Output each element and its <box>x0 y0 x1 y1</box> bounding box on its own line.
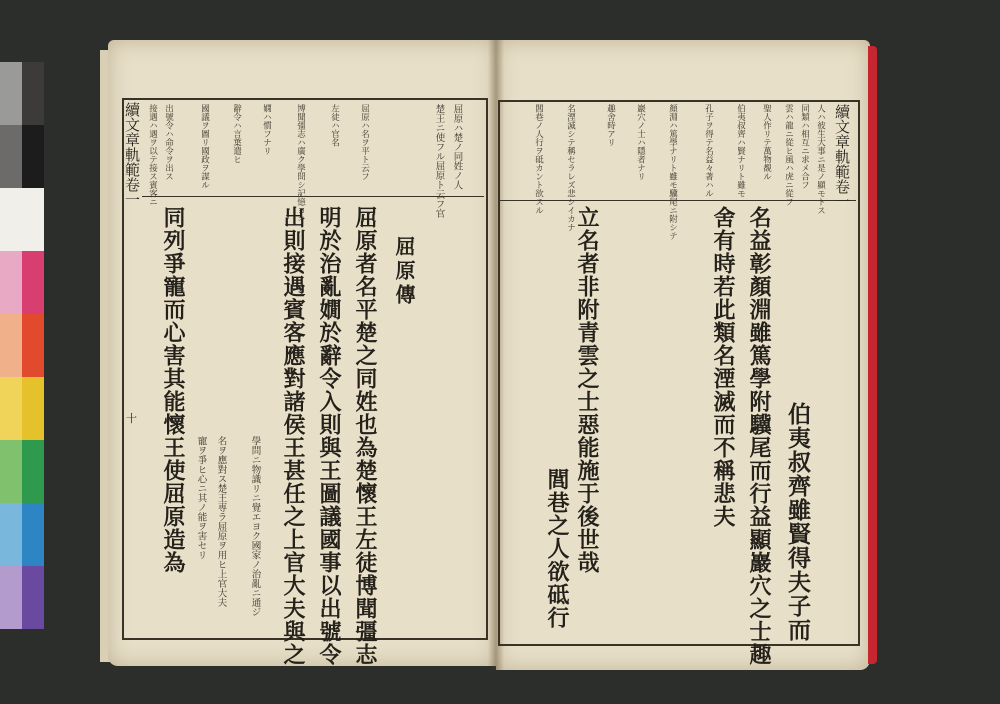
light-green-swatch <box>0 440 22 503</box>
right-main-column-3: 舍有時若此類名湮滅而不稱悲夫 <box>710 206 736 528</box>
left-header-rule <box>142 196 484 197</box>
left-section-title: 屈原傳 <box>392 236 416 308</box>
gray-swatch-dark <box>22 62 44 125</box>
yellow-swatch <box>22 377 44 440</box>
left-note-1: 楚王ニ使フル屈原ト云フ官 <box>433 104 445 218</box>
green-swatch <box>22 440 44 503</box>
black-swatch <box>22 125 44 188</box>
light-blue-swatch <box>0 503 22 566</box>
right-commentary-6: 孔子ヲ得テ名益々著ハル <box>703 104 714 198</box>
gray-swatch-light <box>0 62 22 125</box>
left-main-column-2: 明於治亂嫺於辭令入則與王圖議國事以出號令 <box>316 206 342 666</box>
blue-swatch <box>22 503 44 566</box>
left-note-4: 名ヲ應對ス楚王専ラ屈原ヲ用ヒ上官大夫 <box>215 436 227 607</box>
gray-swatch-mid <box>0 125 22 188</box>
right-main-column-5: 閭巷之人欲砥行 <box>544 468 570 629</box>
color-calibration-strip <box>0 62 44 630</box>
right-commentary-5: 伯夷叔齊ハ賢ナリト雖モ <box>735 104 746 198</box>
right-commentary-8: 巖穴ノ士ハ隱者ナリ <box>635 104 646 181</box>
white-swatch <box>0 188 44 251</box>
left-main-column-1: 屈原者名平楚之同姓也為楚懷王左徒博聞彊志 <box>352 206 378 666</box>
left-note-5: 寵ヲ爭ヒ心ニ其ノ能ヲ害セリ <box>195 436 207 560</box>
light-yellow-swatch <box>0 377 22 440</box>
left-commentary-2: 出號令ハ命令ヲ出ス <box>163 104 174 181</box>
lavender-swatch <box>0 566 22 629</box>
purple-swatch <box>22 566 44 629</box>
right-commentary-9: 趣舍時アリ <box>605 104 616 147</box>
magenta-swatch <box>22 251 44 314</box>
right-main-column-1: 伯夷叔齊雖賢得夫子而 <box>784 402 811 642</box>
left-running-title: 續文章軌範卷一 <box>123 102 141 207</box>
right-running-title: 續文章軌範卷一 <box>833 104 851 209</box>
left-commentary-5: 嫺ハ慣フナリ <box>261 104 272 155</box>
left-commentary-7: 左徒ハ官名 <box>329 104 340 147</box>
left-commentary-4: 辭令ハ言葉遣ヒ <box>231 104 242 164</box>
left-page-number: 十 <box>126 412 137 425</box>
right-commentary-4: 聖人作リテ萬物覩ル <box>761 104 772 181</box>
right-commentary-3: 雲ハ龍ニ從ヒ風ハ虎ニ從フ <box>783 104 794 206</box>
right-commentary-2: 同類ハ相互ニ求メ合フ <box>799 104 810 189</box>
right-commentary-1: 人ハ彼生大事ニ是ノ顯モトス <box>815 104 826 215</box>
left-commentary-1: 接遇ハ遇ヲ以テ接ス賓客ニ <box>147 104 158 206</box>
red-page-edge <box>868 46 877 664</box>
pink-swatch <box>0 251 22 314</box>
right-commentary-7: 顏淵ハ篤學ナリト雖モ驥尾ニ附シテ <box>667 104 678 240</box>
right-main-column-4: 立名者非附青雲之士惡能施于後世哉 <box>574 206 600 574</box>
left-note-3: 學問ニ物識リニ覺エヨク國家ノ治亂ニ通ジ <box>249 436 261 617</box>
right-commentary-11: 閭巷ノ人行ヲ砥カント欲スル <box>533 104 544 215</box>
peach-swatch <box>0 314 22 377</box>
left-main-column-4: 同列爭寵而心害其能懷王使屈原造為 <box>160 206 186 574</box>
left-commentary-8: 屈原ハ名ヲ平ト云フ <box>359 104 370 181</box>
right-main-column-2: 名益彰顏淵雖篤學附驥尾而行益顯巖穴之士趣 <box>746 206 772 666</box>
left-commentary-6: 博聞彊志ハ廣ク學問シ記憶ヨキ <box>295 104 306 223</box>
left-note-2: 屈原ハ楚ノ同姓ノ人 <box>451 104 463 190</box>
left-main-column-3: 出則接遇賓客應對諸侯王甚任之上官大夫與之 <box>280 206 306 666</box>
red-swatch <box>22 314 44 377</box>
right-commentary-10: 名湮滅シテ稱セラレズ悲シイカナ <box>565 104 576 232</box>
left-commentary-3: 國議ヲ圖リ國政ヲ謀ル <box>199 104 210 189</box>
